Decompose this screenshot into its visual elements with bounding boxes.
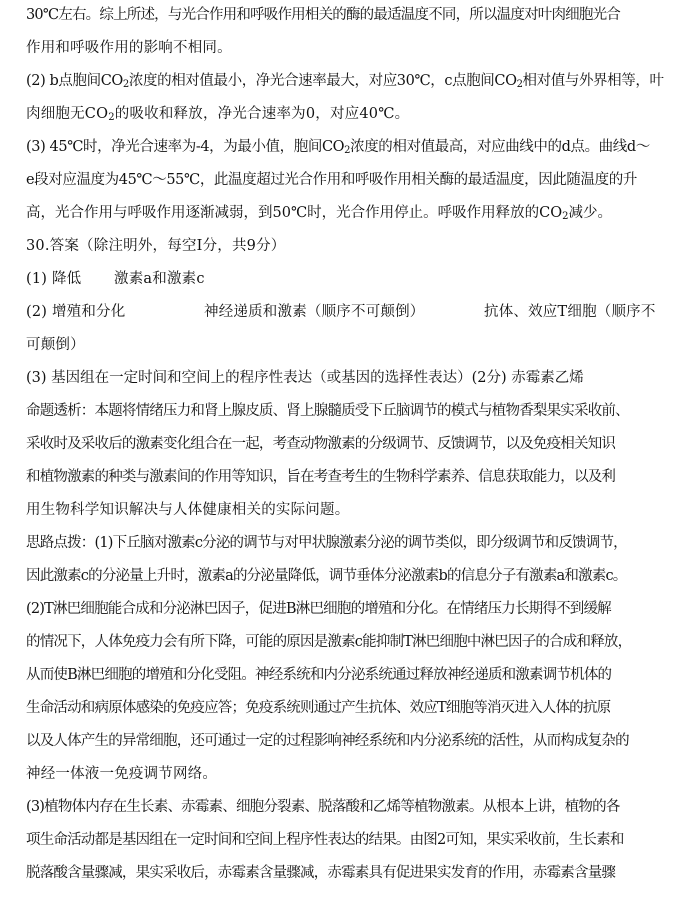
answer-line-3: (3) 基因组在一定时间和空间上的程序性表达（或基因的选择性表达）(2分) 赤霉素乙烯	[26, 370, 584, 386]
text-line: 从而使B淋巴细胞的增殖和分化受阻。神经系统和内分泌系统通过释放神经递质和激素调节机体的	[26, 667, 612, 683]
text-line: 神经一体液一免疫调节网络。	[26, 766, 218, 782]
answer-heading: 30.答案（除注明外，每空I分，共9分）	[26, 238, 286, 254]
text-line: 肉细胞无$CO_2$的吸收和释放，净光合速率为0，对应40℃。	[26, 106, 410, 123]
text-line: 采收时及采收后的激素变化组合在一起，考查动物激素的分级调节、反馈调节，以及免疫相关知识	[26, 436, 616, 452]
text-line: 命题透析：本题将情绪压力和肾上腺皮质、肾上腺髓质受下丘脑调节的模式与植物香梨果实采收前、	[26, 403, 629, 419]
text-line: (3) 45℃时，净光合速率为-4，为最小值，胞间$CO_2$浓度的相对值最高，对应曲线中的d点。曲线d～	[26, 139, 650, 156]
text-line: 项生命活动都是基因组在一定时间和空间上程序性表达的结果。由图2可知，果实采收前，生长素和	[26, 832, 624, 848]
text-line: 可颠倒）	[26, 337, 85, 353]
text-line: (2) b点胞间$CO_2$浓度的相对值最小，净光合速率最大，对应30℃，c点胞间$CO_2$相对值与外界相等，叶	[26, 73, 664, 90]
text-line: 因此激素c的分泌量上升时，激素a的分泌量降低，调节垂体分泌激素b的信息分子有激素a和激素c。	[26, 568, 627, 584]
text-line: (3)植物体内存在生长素、赤霉素、细胞分裂素、脱落酸和乙烯等植物激素。从根本上讲，植物的各	[26, 799, 620, 815]
text-line: 用生物科学知识解决与人体健康相关的实际问题。	[26, 502, 350, 518]
text-line: e段对应温度为45℃～55℃，此温度超过光合作用和呼吸作用相关酶的最适温度，因此随温度的升	[26, 172, 637, 188]
text-line: 作用和呼吸作用的影响不相同。	[26, 40, 232, 56]
text-line: 生命活动和病原体感染的免疫应答；免疫系统则通过产生抗体、效应T细胞等消灭进入人体的抗原	[26, 700, 611, 716]
text-line: 脱落酸含量骤减，果实采收后，赤霉素含量骤减，赤霉素具有促进果实发育的作用，赤霉素含量骤	[26, 865, 616, 881]
text-line: 的情况下，人体免疫力会有所下降，可能的原因是激素c能抑制T淋巴细胞中淋巴因子的合成和释放，	[26, 634, 632, 650]
text-line: 和植物激素的种类与激素间的作用等知识，旨在考查考生的生物科学素养、信息获取能力，以及利	[26, 469, 616, 485]
text-line: 30℃左右。综上所述，与光合作用和呼吸作用相关的酶的最适温度不同，所以温度对叶肉细胞光合	[26, 7, 620, 23]
text-line: 高，光合作用与呼吸作用逐渐减弱，到50℃时，光合作用停止。呼吸作用释放的$CO_2$减少。	[26, 205, 613, 222]
text-line: (2)T淋巴细胞能合成和分泌淋巴因子，促进B淋巴细胞的增殖和分化。在情绪压力长期得不到缓解	[26, 601, 611, 617]
text-line: 思路点拨：(1)下丘脑对激素c分泌的调节与对甲状腺激素分泌的调节类似，即分级调节和反馈调节，	[26, 535, 627, 551]
text-line: 以及人体产生的异常细胞，还可通过一定的过程影响神经系统和内分泌系统的活性，从而构成复杂的	[26, 733, 629, 749]
document-page: 30℃左右。综上所述，与光合作用和呼吸作用相关的酶的最适温度不同，所以温度对叶肉细胞光合 作用和呼吸作用的影响不相同。 (2) b点胞间$CO_2$浓度的相对值最小，净光合速率最大，对应30℃，c点胞间$CO_2$相对值与外界相等，叶 肉细胞无$CO_2$的吸收和释放，净光合速率为0，对应40℃。 (3) 45℃时，净光合速率为-4，为最小值，胞间$CO_2$浓度的相对值最高，对应曲线中的d点。曲线d～ e段对应温度为45℃～55℃，此温度超过光合作用和呼吸作用相关酶的最适温度，因此随温度的升 高，光合作用与呼吸作用逐渐减弱，到50℃时，光合作用停止。呼吸作用释放的$CO_2$减少。 30.答案（除注明外，每空I分，共9分） (1) 降低 激素a和激素c (2) 增殖和分化 神经递质和激素（顺序不可颠倒） 抗体、效应T细胞（顺序不 可颠倒） (3) 基因组在一定时间和空间上的程序性表达（或基因的选择性表达）(2分) 赤霉素乙烯 命题透析：本题将情绪压力和肾上腺皮质、肾上腺髓质受下丘脑调节的模式与植物香梨果实采收前、 采收时及采收后的激素变化组合在一起，考查动物激素的分级调节、反馈调节，以及免疫相关知识 和植物激素的种类与激素间的作用等知识，旨在考查考生的生物科学素养、信息获取能力，以及利 用生物科学知识解决与人体健康相关的实际问题。 思路点拨：(1)下丘脑对激素c分泌的调节与对甲状腺激素分泌的调节类似，即分级调节和反馈调节， 因此激素c的分泌量上升时，激素a的分泌量降低，调节垂体分泌激素b的信息分子有激素a和激素c。 (2)T淋巴细胞能合成和分泌淋巴因子，促进B淋巴细胞的增殖和分化。在情绪压力长期得不到缓解 的情况下，人体免疫力会有所下降，可能的原因是激素c能抑制T淋巴细胞中淋巴因子的合成和释放， 从而使B淋巴细胞的增殖和分化受阻。神经系统和内分泌系统通过释放神经递质和激素调节机体的 生命活动和病原体感染的免疫应答；免疫系统则通过产生抗体、效应T细胞等消灭进入人体的抗原 以及人体产生的异常细胞，还可通过一定的过程影响神经系统和内分泌系统的活性，从而构成复杂的 神经一体液一免疫调节网络。 (3)植物体内存在生长素、赤霉素、细胞分裂素、脱落酸和乙烯等植物激素。从根本上讲，植物的各 项生命活动都是基因组在一定时间和空间上程序性表达的结果。由图2可知，果实采收前，生长素和 脱落酸含量骤减，果实采收后，赤霉素含量骤减，赤霉素具有促进果实发育的作用，赤霉素含量骤	[0, 0, 683, 899]
